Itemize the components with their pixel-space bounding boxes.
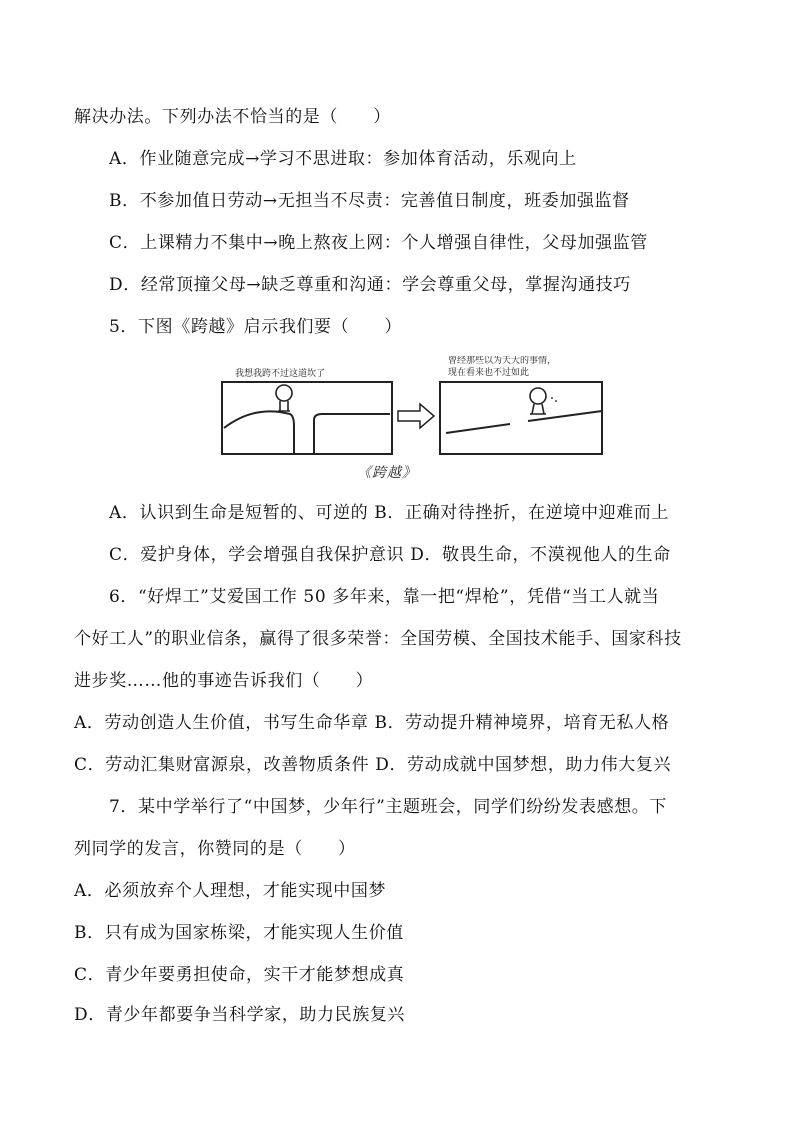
option-7a: A．必须放弃个人理想，才能实现中国梦 <box>74 881 387 901</box>
comic-figure <box>210 356 610 456</box>
right-character-head <box>530 388 546 404</box>
option-6c-6d: C．劳动汇集财富源泉，改善物质条件 D．劳动成就中国梦想，助力伟大复兴 <box>74 755 672 775</box>
option-6a-6b: A．劳动创造人生价值，书写生命华章 B．劳动提升精神境界，培育无私人格 <box>74 713 670 733</box>
figure-caption: 《跨越》 <box>357 465 417 481</box>
option-7c: C．青少年要勇担使命，实干才能梦想成真 <box>74 965 405 985</box>
question-4-stem-end: 解决办法。下列办法不恰当的是（ ） <box>74 107 391 127</box>
option-4a: A．作业随意完成→学习不思进取：参加体育活动，乐观向上 <box>109 149 577 169</box>
right-comic-panel <box>440 382 602 454</box>
arrow-icon <box>398 404 434 428</box>
option-7b: B．只有成为国家栋梁，才能实现人生价值 <box>74 923 404 943</box>
option-4c: C．上课精力不集中→晚上熬夜上网：个人增强自律性，父母加强监管 <box>109 233 648 253</box>
option-7d: D．青少年都要争当科学家，助力民族复兴 <box>74 1005 406 1025</box>
right-panel-caption-line-1: 曾经那些以为天大的事情， <box>448 356 557 366</box>
option-5a-5b: A．认识到生命是短暂的、可逆的 B．正确对待挫折，在逆境中迎难而上 <box>109 503 669 523</box>
option-5c-5d: C．爱护身体，学会增强自我保护意识 D．敬畏生命，不漠视他人的生命 <box>109 545 671 565</box>
question-6-stem-line-3: 进步奖……他的事迹告诉我们（ ） <box>74 671 374 691</box>
question-7-stem-line-2: 列同学的发言，你赞同的是（ ） <box>74 839 356 859</box>
question-6-stem-line-2: 个好工人”的职业信条，赢得了很多荣誉：全国劳模、全国技术能手、国家科技 <box>74 629 682 649</box>
option-4b: B．不参加值日劳动→无担当不尽责：完善值日制度，班委加强监督 <box>109 191 630 211</box>
question-7-stem-line-1: 7．某中学举行了“中国梦，少年行”主题班会，同学们纷纷发表感想。下 <box>109 797 667 817</box>
left-comic-panel <box>222 382 392 454</box>
question-5-stem: 5．下图《跨越》启示我们要（ ） <box>109 317 403 337</box>
left-panel-caption: 我想我跨不过这道坎了 <box>235 369 326 379</box>
right-panel-caption-line-2: 现在看来也不过如此 <box>448 368 530 378</box>
option-4d: D．经常顶撞父母→缺乏尊重和沟通：学会尊重父母，掌握沟通技巧 <box>109 275 631 295</box>
question-6-stem-line-1: 6．“好焊工”艾爱国工作 50 多年来，靠一把“焊枪”，凭借“当工人就当 <box>109 587 660 607</box>
left-character-head <box>276 385 292 401</box>
